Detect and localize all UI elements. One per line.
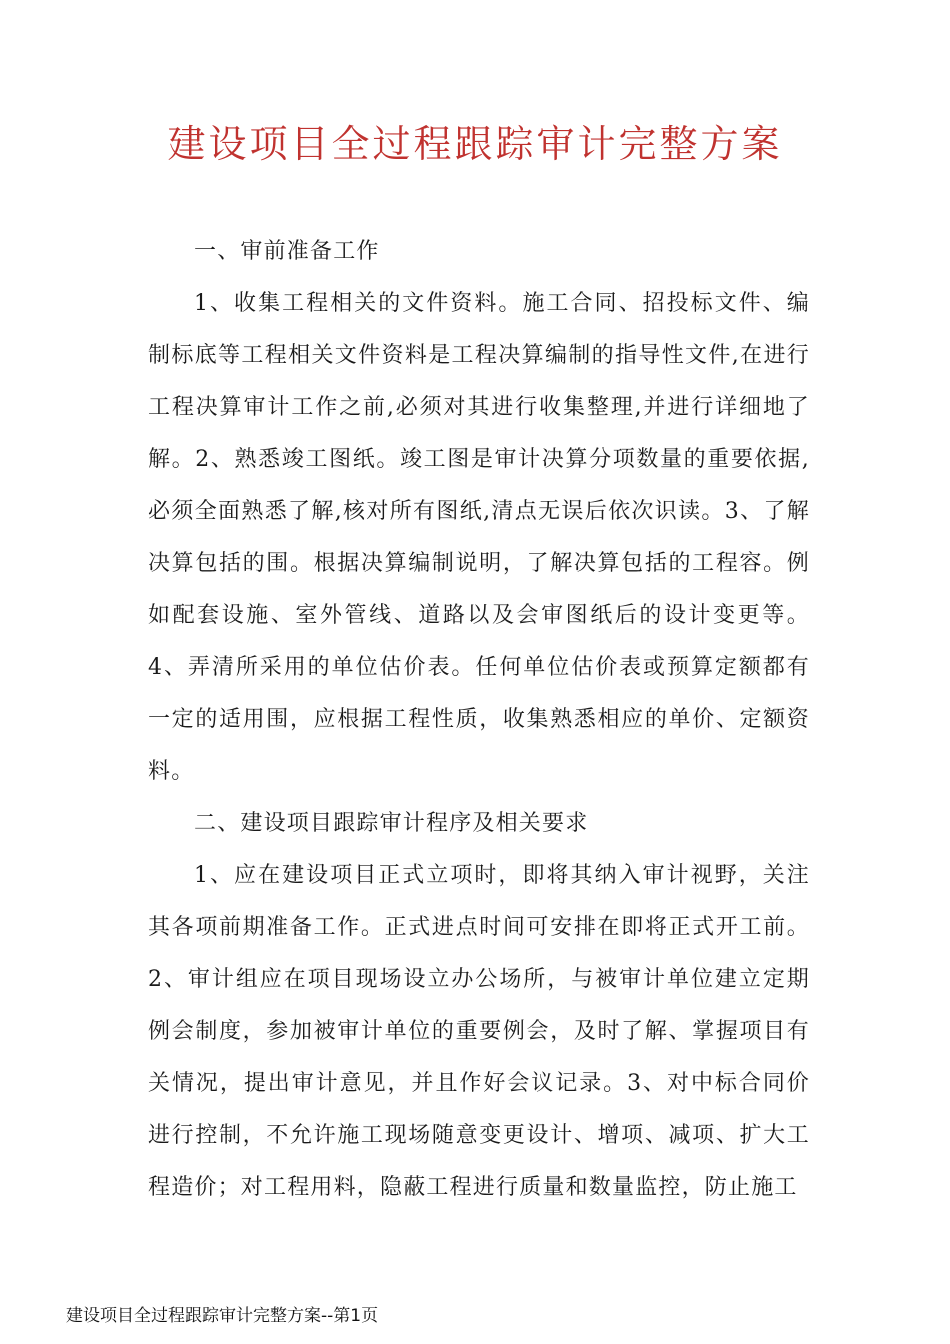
body-paragraph-1: 1、收集工程相关的文件资料。施工合同、招投标文件、编制标底等工程相关文件资料是工程决算编制的指导性文件,在进行工程决算审计工作之前,必须对其进行收集整理,并进行详细地了解。2、熟悉竣工图纸。竣工图是审计决算分项数量的重要依据,必须全面熟悉了解,核对所有图纸,清点无误后依次识读。3、了解决算包括的围。根据决算编制说明，了解决算包括的工程容。例如配套设施、室外管线、道路以及会审图纸后的设计变更等。4、弄清所采用的单位估价表。任何单位估价表或预算定额都有一定的适用围，应根据工程性质，收集熟悉相应的单价、定额资料。 — [148, 291, 810, 784]
document-body — [148, 226, 810, 1214]
document-title: 建设项目全过程跟踪审计完整方案 — [167, 122, 783, 166]
section-heading-1: 一、审前准备工作 — [194, 239, 380, 264]
body-paragraph-2: 1、应在建设项目正式立项时，即将其纳入审计视野，关注其各项前期准备工作。正式进点时间可安排在即将正式开工前。2、审计组应在项目现场设立办公场所，与被审计单位建立定期例会制度，参加被审计单位的重要例会，及时了解、掌握项目有关情况，提出审计意见，并且作好会议记录。3、对中标合同价进行控制，不允许施工现场随意变更设计、增项、减项、扩大工程造价；对工程用料，隐蔽工程进行质量和数量监控，防止施工 — [148, 863, 810, 1200]
page-footer: 建设项目全过程跟踪审计完整方案--第1页 — [66, 1306, 379, 1326]
section-heading-2: 二、建设项目跟踪审计程序及相关要求 — [194, 811, 589, 836]
